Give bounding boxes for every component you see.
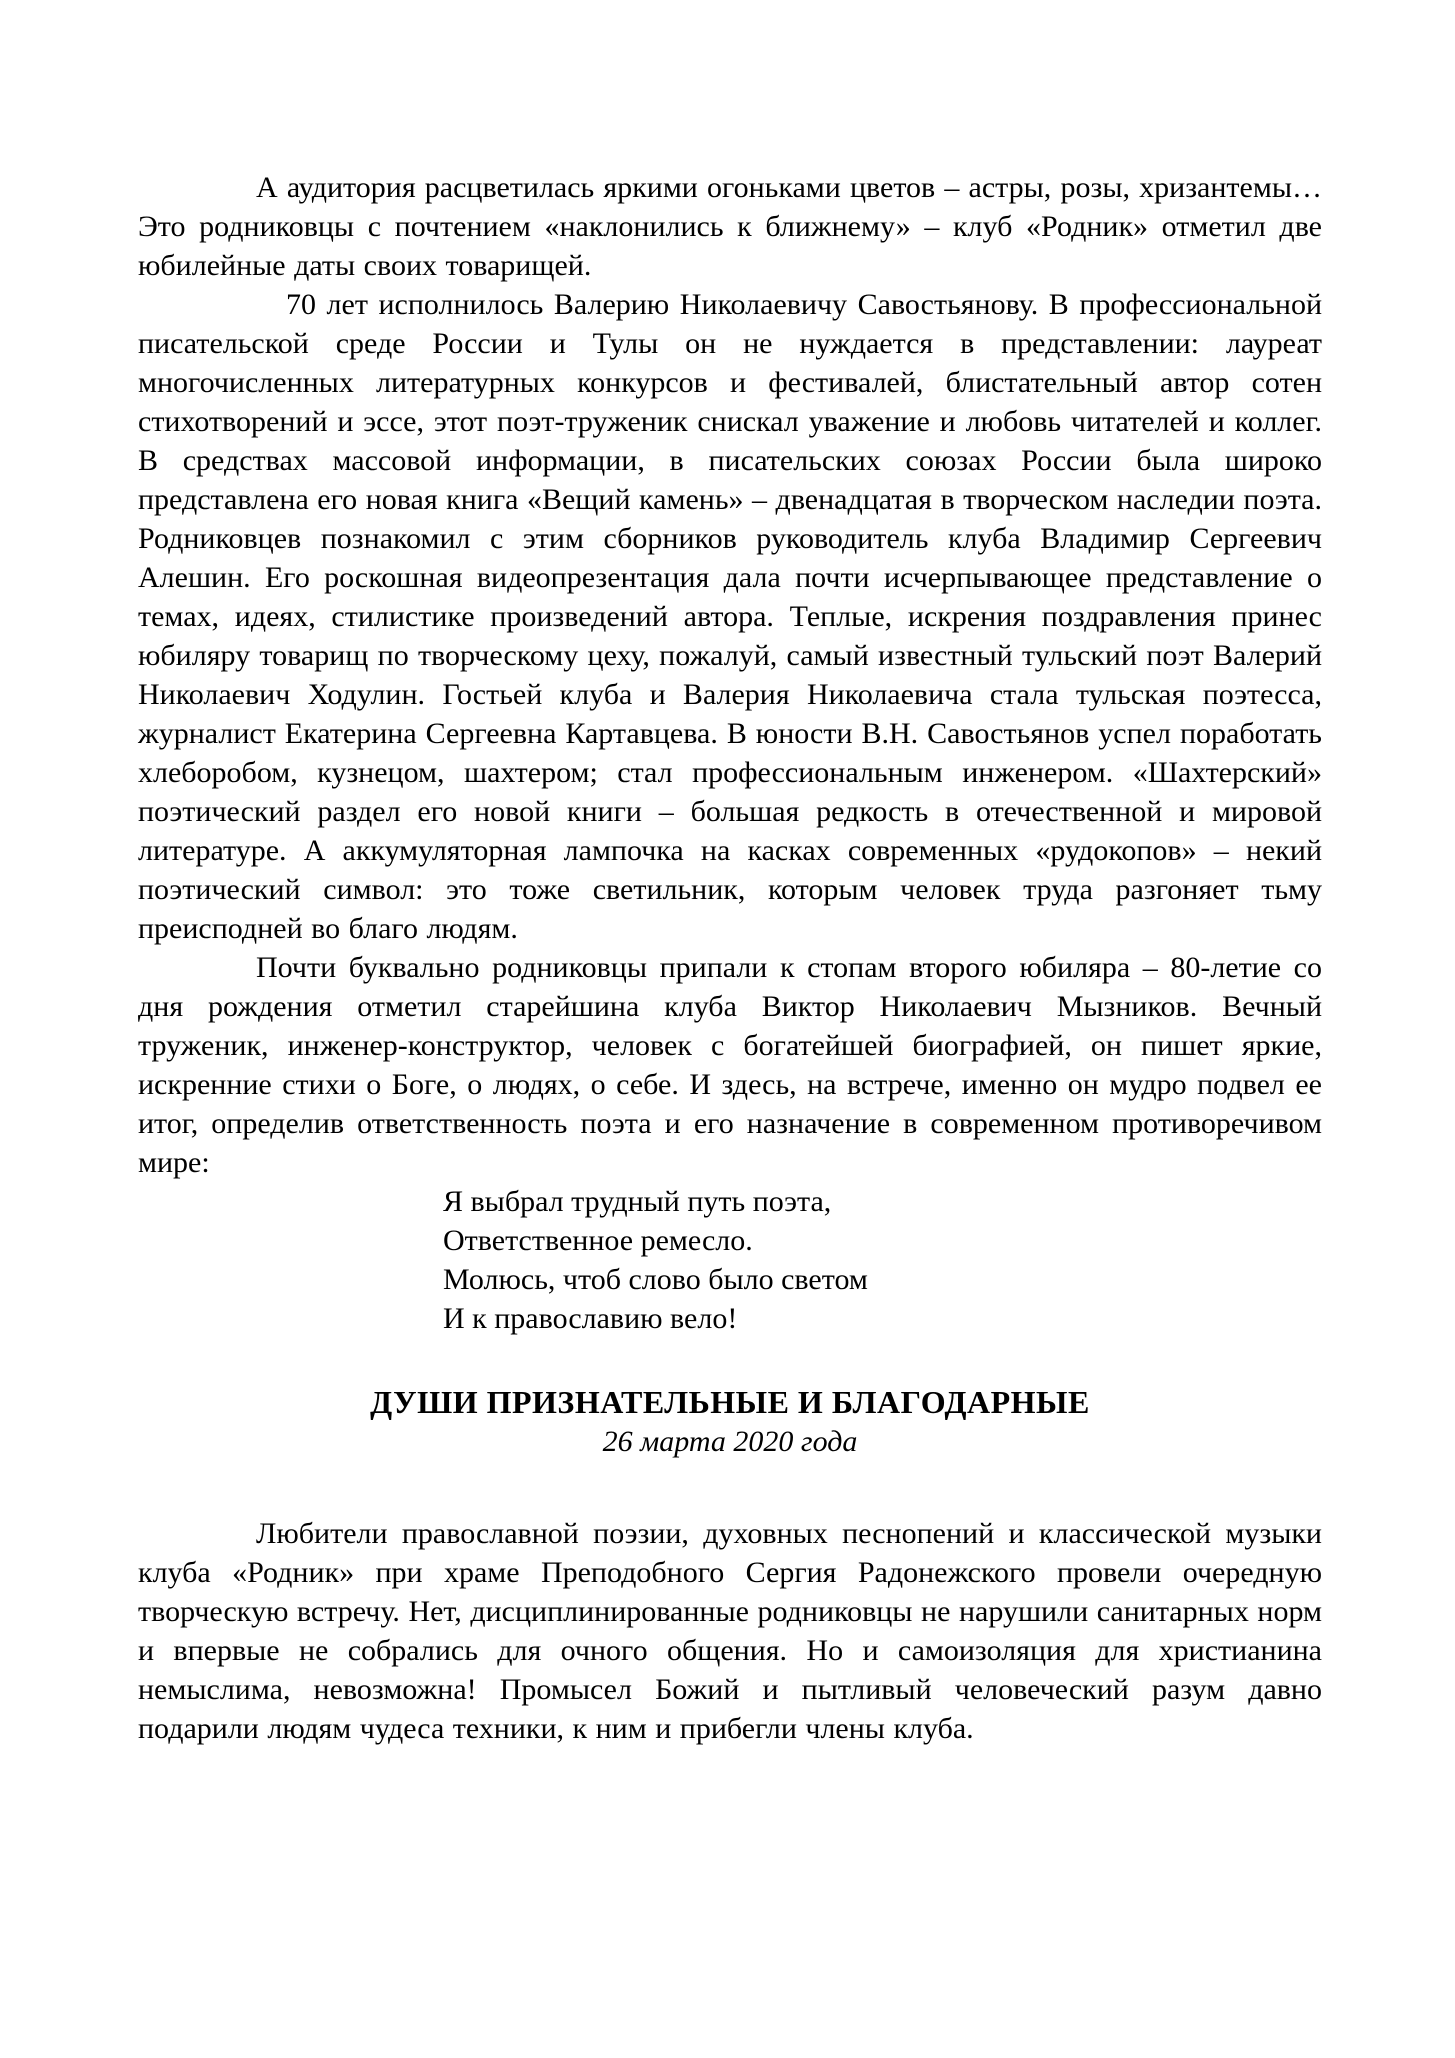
poem-block xyxy=(443,1182,1322,1338)
poem-line: Я выбрал трудный путь поэта, xyxy=(443,1185,832,1218)
poem-line: Ответственное ремесло. xyxy=(443,1224,753,1257)
poem-line: И к православию вело! xyxy=(443,1302,738,1335)
paragraph-intro: А аудитория расцветилась яркими огоньками цветов – астры, розы, хризантемы… Это родниковцы с почтением «наклонились к ближнему» – клуб «Родник» отметил две юбилейные даты своих товарищей. xyxy=(138,171,1322,282)
paragraph-jubilee-80: Почти буквально родниковцы припали к стопам второго юбиляра – 80-летие со дня рождения отметил старейшина клуба Виктор Николаевич Мызников. Вечный труженик, инженер-конструктор, человек с богатейшей биографией, он пишет яркие, искренние стихи о Боге, о людях, о себе. И здесь, на встрече, именно он мудро подвел ее итог, определив ответственность поэта и его назначение в современном противоречивом мире: xyxy=(138,951,1322,1179)
section-heading: ДУШИ ПРИЗНАТЕЛЬНЫЕ И БЛАГОДАРНЫЕ xyxy=(370,1384,1090,1420)
paragraph-online-meeting: Любители православной поэзии, духовных песнопений и классической музыки клуба «Родник» при храме Преподобного Сергия Радонежского провели очередную творческую встречу. Нет, дисциплинированные родниковцы не нарушили санитарных норм и впервые не собрались для очного общения. Но и самоизоляция для христианина немыслима, невозможна! Промысел Божий и пытливый человеческий разум давно подарили людям чудеса техники, к ним и прибегли члены клуба. xyxy=(138,1517,1322,1745)
paragraph-jubilee-70: 70 лет исполнилось Валерию Николаевичу Савостьянову. В профессиональной писательской среде России и Тулы он не нуждается в представлении: лауреат многочисленных литературных конкурсов и фестивалей, блистательный автор сотен стихотворений и эссе, этот поэт-труженик снискал уважение и любовь читателей и коллег. В средствах массовой информации, в писательских союзах России была широко представлена его новая книга «Вещий камень» – двенадцатая в творческом наследии поэта. Родниковцев познакомил с этим сборников руководитель клуба Владимир Сергеевич Алешин. Его роскошная видеопрезентация дала почти исчерпывающее представление о темах, идеях, стилистике произведений автора. Теплые, искрения поздравления принес юбиляру товарищ по творческому цеху, пожалуй, самый известный тульский поэт Валерий Николаевич Ходулин. Гостьей клуба и Валерия Николаевича стала тульская поэтесса, журналист Екатерина Сергеевна Картавцева. В юности В.Н. Савостьянов успел поработать хлеборобом, кузнецом, шахтером; стал профессиональным инженером. «Шахтерский» поэтический раздел его новой книги – большая редкость в отечественной и мировой литературе. А аккумуляторная лампочка на касках современных «рудокопов» – некий поэтический символ: это тоже светильник, которым человек труда разгоняет тьму преисподней во благо людям. xyxy=(138,288,1322,945)
section-date: 26 марта 2020 года xyxy=(602,1425,858,1458)
poem-line: Молюсь, чтоб слово было светом xyxy=(443,1263,868,1296)
